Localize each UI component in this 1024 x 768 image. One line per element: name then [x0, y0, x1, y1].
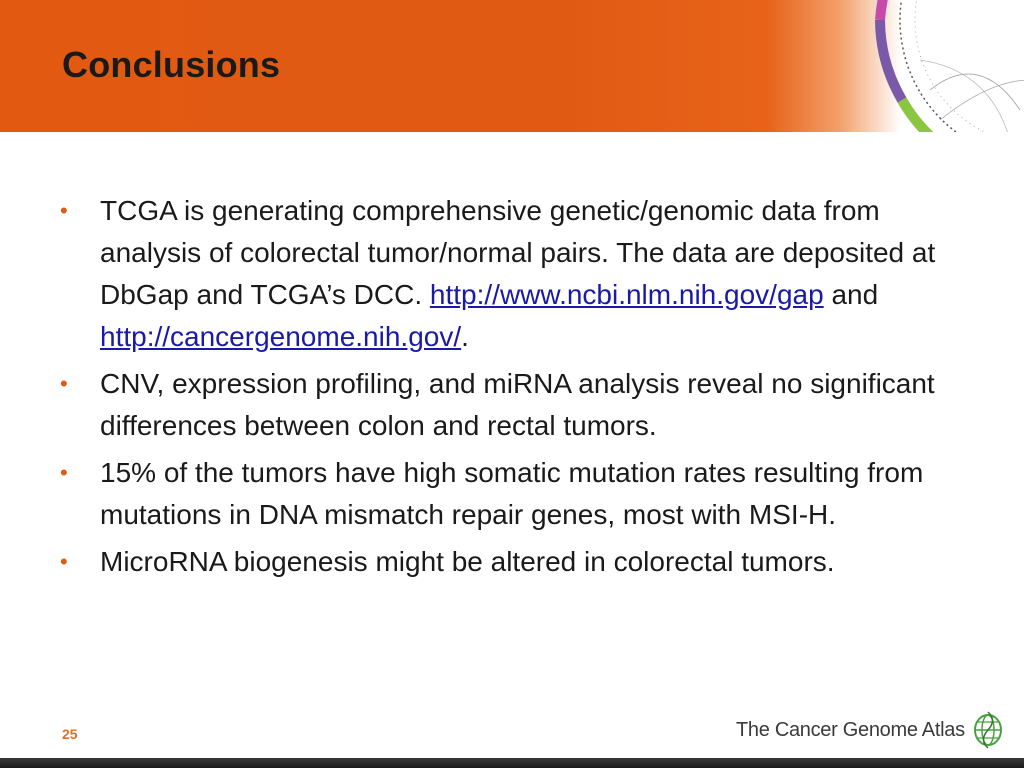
bullet-item [58, 190, 978, 358]
dbgap-link[interactable]: http://www.ncbi.nlm.nih.gov/gap [429, 279, 824, 310]
bullet-list [58, 190, 978, 588]
bullet-dot-icon: • [60, 549, 68, 574]
bullet-text: and [823, 279, 879, 310]
title-banner [0, 0, 1024, 132]
circos-plot-graphic [810, 0, 1024, 132]
globe-helix-icon [971, 710, 1005, 750]
bullet-item [58, 541, 978, 583]
bullet-text: TCGA is generating comprehensive genetic/genomic data from analysis of colorectal tumor/normal pairs. The data are deposited at DbGap and TCGA’s DCC. [100, 195, 936, 310]
bullet-text: CNV, expression profiling, and miRNA analysis reveal no significant differences between colon and rectal tumors. [100, 368, 935, 441]
bullet-item [58, 363, 978, 447]
tcga-link[interactable]: http://cancergenome.nih.gov/ [100, 321, 462, 352]
bullet-dot-icon: • [60, 198, 68, 223]
bullet-item [58, 452, 978, 536]
slide-title: Conclusions [62, 44, 281, 85]
bullet-dot-icon: • [60, 460, 68, 485]
bullet-text: . [461, 321, 469, 352]
page-number: 25 [62, 726, 78, 742]
footer-bar [0, 758, 1024, 768]
bullet-text: MicroRNA biogenesis might be altered in colorectal tumors. [100, 546, 835, 577]
bullet-dot-icon: • [60, 371, 68, 396]
bullet-text: 15% of the tumors have high somatic mutation rates resulting from mutations in DNA mismatch repair genes, most with MSI-H. [100, 457, 924, 530]
logo-text: The Cancer Genome Atlas [736, 718, 965, 741]
tcga-logo [736, 708, 1005, 752]
